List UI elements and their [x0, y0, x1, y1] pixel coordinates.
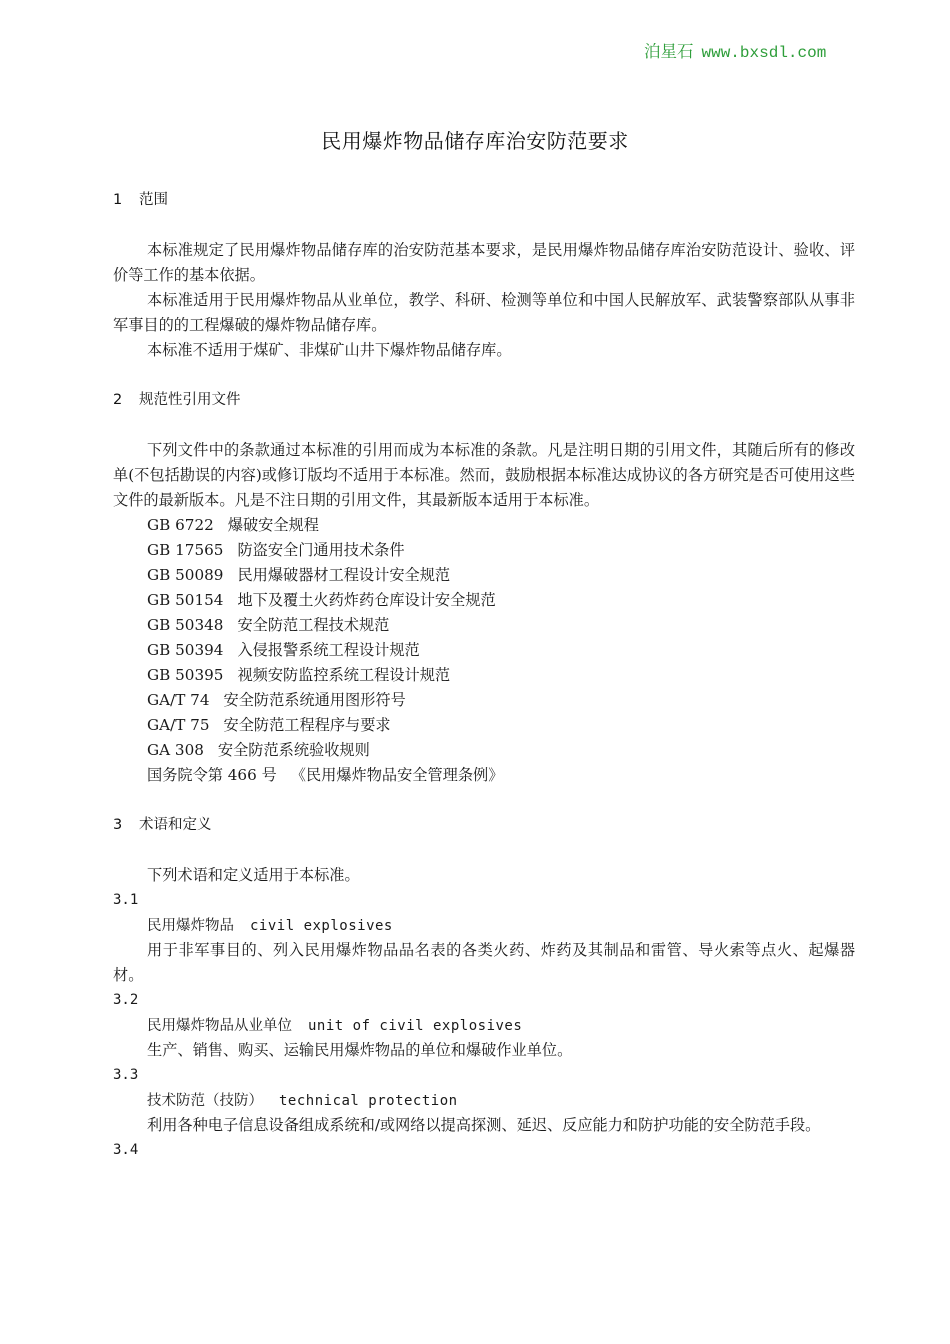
reference-item — [113, 513, 855, 538]
section-heading-scope — [113, 188, 855, 213]
watermark-url[interactable]: www.bxsdl.com — [701, 44, 827, 62]
paragraph: 本标准适用于民用爆炸物品从业单位，教学、科研、检测等单位和中国人民解放军、武装警察部队从事非军事目的的工程爆破的爆炸物品储存库。 — [113, 291, 855, 334]
reference-item — [113, 563, 855, 588]
reference-item — [113, 638, 855, 663]
reference-item — [113, 688, 855, 713]
reference-title: 安全防范工程程序与要求 — [223, 716, 391, 734]
reference-item — [113, 763, 855, 788]
clause-number: 3.4 — [113, 1142, 139, 1158]
paragraph: 下列术语和定义适用于本标准。 — [147, 866, 360, 884]
term-definition: 生产、销售、购买、运输民用爆炸物品的单位和爆破作业单位。 — [147, 1041, 573, 1059]
reference-code: GB 50089 — [147, 566, 224, 584]
reference-code: GA/T 74 — [147, 691, 210, 709]
term-zh: 民用爆炸物品从业单位 — [147, 1018, 292, 1034]
reference-title: 入侵报警系统工程设计规范 — [237, 641, 420, 659]
reference-code: GA 308 — [147, 741, 204, 759]
term-heading — [113, 1088, 855, 1113]
reference-code: GA/T 75 — [147, 716, 210, 734]
paragraph: 本标准规定了民用爆炸物品储存库的治安防范基本要求，是民用爆炸物品储存库治安防范设计、验收、评价等工作的基本依据。 — [113, 241, 855, 284]
section-number: 1 — [113, 192, 123, 208]
clause-number: 3.3 — [113, 1067, 139, 1083]
section-title: 术语和定义 — [139, 817, 212, 833]
reference-item — [113, 663, 855, 688]
term-zh: 民用爆炸物品 — [147, 918, 234, 934]
reference-title: 安全防范系统通用图形符号 — [223, 691, 406, 709]
reference-code: 国务院令第 466 号 — [147, 766, 277, 784]
reference-title: 安全防范系统验收规则 — [217, 741, 370, 759]
term-definition: 用于非军事目的、列入民用爆炸物品品名表的各类火药、炸药及其制品和雷管、导火索等点火、起爆器材。 — [113, 941, 855, 984]
section-number: 2 — [113, 392, 123, 408]
term-en: civil explosives — [250, 918, 393, 934]
section-heading-normative-references — [113, 388, 855, 413]
term-heading — [113, 913, 855, 938]
clause-number: 3.2 — [113, 992, 139, 1008]
reference-code: GB 6722 — [147, 516, 214, 534]
reference-item — [113, 613, 855, 638]
reference-item — [113, 538, 855, 563]
reference-item — [113, 738, 855, 763]
watermark — [644, 38, 826, 62]
reference-title: 视频安防监控系统工程设计规范 — [237, 666, 451, 684]
term-en: unit of civil explosives — [308, 1018, 523, 1034]
reference-title: 民用爆破器材工程设计安全规范 — [237, 566, 451, 584]
term-definition: 利用各种电子信息设备组成系统和/或网络以提高探测、延迟、反应能力和防护功能的安全防范手段。 — [147, 1116, 821, 1134]
paragraph: 下列文件中的条款通过本标准的引用而成为本标准的条款。凡是注明日期的引用文件，其随后所有的修改单(不包括勘误的内容)或修订版均不适用于本标准。然而，鼓励根据本标准达成协议的各方研究是否可使用这些文件的最新版本。凡是不注日期的引用文件，其最新版本适用于本标准。 — [113, 441, 855, 509]
clause-number: 3.1 — [113, 892, 139, 908]
section-title: 范围 — [139, 192, 168, 208]
reference-title: 安全防范工程技术规范 — [237, 616, 390, 634]
section-title: 规范性引用文件 — [139, 392, 241, 408]
reference-title: 爆破安全规程 — [227, 516, 319, 534]
page-title: 民用爆炸物品储存库治安防范要求 — [321, 129, 629, 153]
reference-code: GB 50394 — [147, 641, 224, 659]
reference-item — [113, 713, 855, 738]
reference-code: GB 50154 — [147, 591, 224, 609]
paragraph: 本标准不适用于煤矿、非煤矿山井下爆炸物品储存库。 — [147, 341, 512, 359]
reference-item — [113, 588, 855, 613]
document-body — [113, 188, 855, 1163]
reference-code: GB 17565 — [147, 541, 224, 559]
section-heading-terms — [113, 813, 855, 838]
watermark-brand: 泊星石 — [644, 42, 694, 61]
term-heading — [113, 1013, 855, 1038]
term-en: technical protection — [279, 1093, 458, 1109]
reference-code: GB 50348 — [147, 616, 224, 634]
term-zh: 技术防范（技防） — [147, 1093, 263, 1109]
reference-title: 地下及覆土火药炸药仓库设计安全规范 — [237, 591, 496, 609]
reference-title: 防盗安全门通用技术条件 — [237, 541, 405, 559]
reference-list — [113, 513, 855, 788]
reference-title: 《民用爆炸物品安全管理条例》 — [290, 766, 504, 784]
reference-code: GB 50395 — [147, 666, 224, 684]
section-number: 3 — [113, 817, 123, 833]
